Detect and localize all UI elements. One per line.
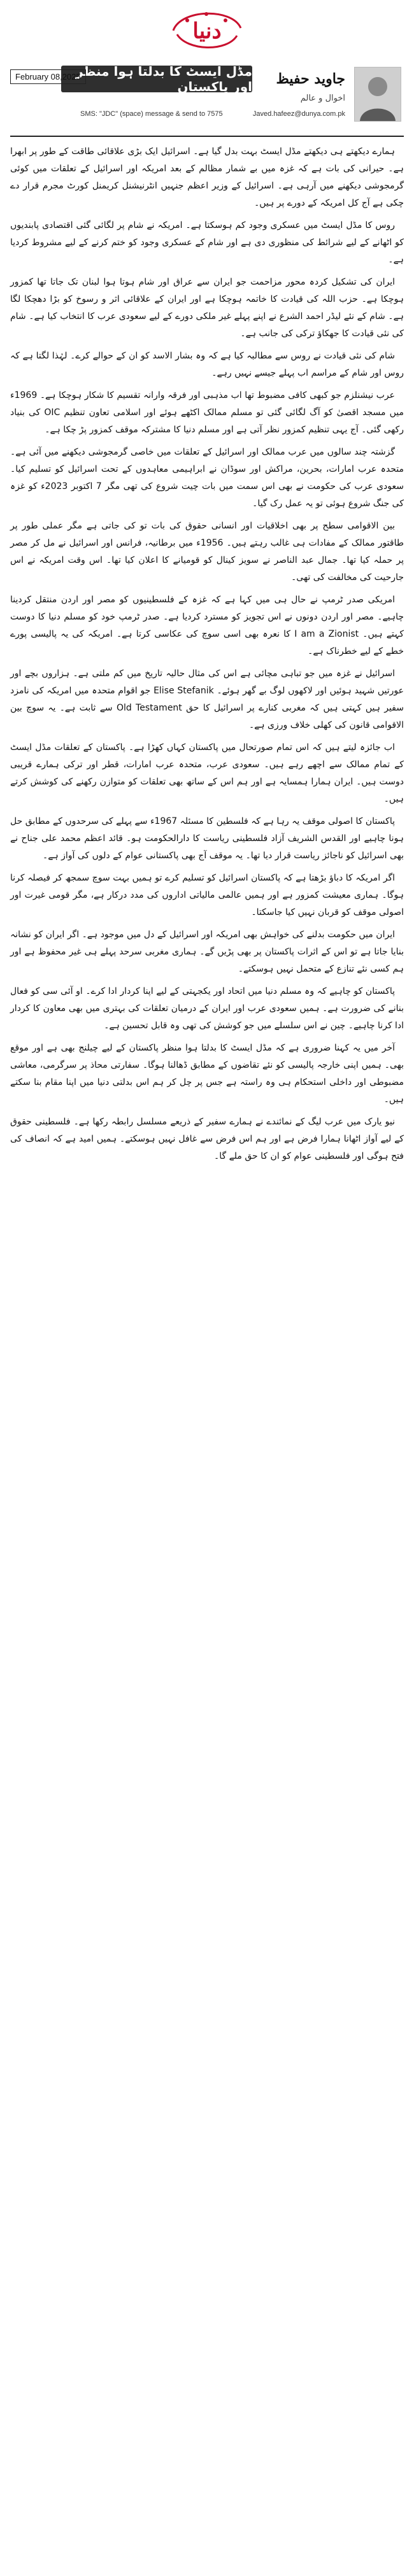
article-body [10, 143, 404, 1165]
paragraph: ایران کی تشکیل کردہ محور مزاحمت جو ایران سے عراق اور شام ہوتا ہوا لبنان تک جاتا تھا کمزور ہوچکا ہے۔ حزب اللہ کی قیادت کا خاتمہ ہوچکا ہے اور ایران کے علاقائی اثر و رسوخ کو بڑا دھچکا لگا ہے۔ شام کے نئے لیڈر احمد الشرع نے اپنے پہلے غیر ملکی دورے کے لیے سعودی عرب کا انتخاب کیا ہے۔ شام کی نئی قیادت کا جھکاؤ ترکی کی جانب ہے۔ [10, 277, 404, 339]
author-name: جاوید حفیظ [276, 71, 345, 87]
paragraph: پاکستان کا اصولی موقف یہ رہا ہے کہ فلسطین کا مسئلہ 1967ء سے پہلے کی سرحدوں کے مطابق حل ہونا چاہیے اور القدس الشریف آزاد فلسطینی ریاست کا دارالحکومت ہو۔ قائد اعظم محمد علی جناح نے بھی اسرائیل کو ناجائز ریاست قرار دیا تھا۔ یہ موقف آج بھی پاکستانی عوام کے دلوں کی آواز ہے۔ [10, 816, 404, 861]
paragraph: روس کا مڈل ایسٹ میں عسکری وجود کم ہوسکتا ہے۔ امریکہ نے شام پر لگائی گئی اقتصادی پابندیوں کو اٹھانے کے لیے شرائط کی منظوری دی ہے اور شام کے عسکری وجود کو ختم کرنے کے لیے مشروط کردیا ہے۔ [10, 220, 404, 265]
paragraph: پاکستان کو چاہیے کہ وہ مسلم دنیا میں اتحاد اور یکجہتی کے لیے اپنا کردار ادا کرے۔ او آئی سی کو فعال بنانے کی ضرورت ہے۔ ہمیں سعودی عرب اور ایران کے درمیان تعلقات کی بہتری میں بھی معاون کا کردار ادا کرنا چاہیے۔ چین نے اس سلسلے میں جو کوشش کی تھی وہ قابل تحسین ہے۔ [10, 986, 404, 1031]
article-title: مڈل ایسٹ کا بدلتا ہوا منظر اور پاکستان [76, 64, 252, 94]
paragraph: اگر امریکہ کا دباؤ بڑھتا ہے کہ پاکستان اسرائیل کو تسلیم کرے تو ہمیں بہت سوچ سمجھ کر فیصلہ کرنا ہوگا۔ ہماری معیشت کمزور ہے اور ہمیں عالمی مالیاتی اداروں کی مدد درکار ہے، مگر قومی غیرت اور اصولی موقف کو قربان نہیں کیا جاسکتا۔ [10, 873, 404, 917]
paragraph: اب جائزہ لیتے ہیں کہ اس تمام صورتحال میں پاکستان کہاں کھڑا ہے۔ پاکستان کے تعلقات مڈل ایسٹ کے تمام ممالک سے اچھے رہے ہیں۔ سعودی عرب، متحدہ عرب امارات، قطر اور ترکی ہمارے قریبی دوست ہیں۔ ایران ہمارا ہمسایہ ہے اور ہم اس کے ساتھ بھی تعلقات کو متوازن رکھنے کی کوشش کرتے ہیں۔ [10, 742, 404, 804]
newspaper-logo [168, 3, 246, 57]
paragraph: آخر میں یہ کہنا ضروری ہے کہ مڈل ایسٹ کا بدلتا ہوا منظر پاکستان کے لیے چیلنج بھی ہے اور موقع بھی۔ ہمیں اپنی خارجہ پالیسی کو نئے تقاضوں کے مطابق ڈھالنا ہوگا۔ سفارتی محاذ پر سرگرمی، معاشی مضبوطی اور داخلی استحکام ہی وہ راستہ ہے جس پر چل کر ہم اس بدلتی دنیا میں اپنا مقام بنا سکتے ہیں۔ [10, 1043, 404, 1105]
header-divider [10, 136, 404, 137]
paragraph: نیو یارک میں عرب لیگ کے نمائندے نے ہمارے سفیر کے ذریعے مسلسل رابطہ رکھا ہے۔ فلسطینی حقوق کے لیے آواز اٹھانا ہمارا فرض ہے اور ہم اس فرض سے غافل نہیں ہوسکتے۔ ہمیں امید ہے کہ انصاف کی فتح ہوگی اور فلسطینی عوام کو ان کا حق ملے گا۔ [10, 1117, 404, 1161]
sms-instruction: SMS: "JDC" (space) message & send to 7575 [80, 110, 223, 118]
paragraph: اسرائیل نے غزہ میں جو تباہی مچائی ہے اس کی مثال حالیہ تاریخ میں کم ملتی ہے۔ ہزاروں بچے اور عورتیں شہید ہوئیں اور لاکھوں لوگ بے گھر ہوئے۔ Elise Stefanik جو اقوام متحدہ میں امریکہ کی نامزد سفیر ہیں کہتی ہیں کہ مغربی کنارے پر اسرائیل کا حق Old Testament سے ثابت ہے۔ یہ سوچ بین الاقوامی قانون کی کھلی خلاف ورزی ہے۔ [10, 669, 404, 730]
paragraph: گزشتہ چند سالوں میں عرب ممالک اور اسرائیل کے تعلقات میں خاصی گرمجوشی دیکھنے میں آئی ہے۔ متحدہ عرب امارات، بحرین، مراکش اور سوڈان نے ابراہیمی معاہدوں کے تحت اسرائیل کو تسلیم کیا۔ سعودی عرب کی حکومت نے بھی اس سمت میں بات چیت شروع کی تھی مگر 7 اکتوبر 2023ء کو غزہ کی جنگ شروع ہوئی تو یہ عمل رک گیا۔ [10, 447, 404, 509]
author-photo [354, 67, 401, 122]
paragraph: شام کی نئی قیادت نے روس سے مطالبہ کیا ہے کہ وہ بشار الاسد کو ان کے حوالے کرے۔ لہٰذا لگتا ہے کہ روس اور شام کے مراسم اب پہلے جیسے نہیں رہے۔ [10, 351, 404, 378]
author-role: اخوال و عالم [300, 94, 345, 103]
masthead [10, 0, 404, 60]
paragraph: امریکی صدر ٹرمپ نے حال ہی میں کہا ہے کہ غزہ کے فلسطینیوں کو مصر اور اردن منتقل کردینا چاہیے۔ مصر اور اردن دونوں نے اس تجویز کو مسترد کردیا ہے۔ صدر ٹرمپ خود کو مسلم دنیا کا دوست کہتے ہیں۔ I am a Zionist کا نعرہ بھی اسی سوچ کی عکاسی کرتا ہے۔ امریکہ کی یہ پالیسی پورے خطے کے لیے خطرناک ہے۔ [10, 595, 404, 656]
paragraph: ہمارے دیکھتے ہی دیکھتے مڈل ایسٹ بہت بدل گیا ہے۔ اسرائیل ایک بڑی علاقائی طاقت کے طور پر ابھرا ہے۔ حیرانی کی بات ہے کہ غزہ میں بے شمار مظالم کے بعد امریکہ اور اسرائیل کے تعلقات میں کوئی گرمجوشی دیکھنے میں آرہی ہے۔ اسرائیل کے وزیر اعظم جنہیں انٹرنیشنل کریمنل کورٹ مجرم قرار دے چکی ہے آج کل امریکہ کے دورے پر ہیں۔ [10, 146, 404, 208]
paragraph: عرب نیشنلزم جو کبھی کافی مضبوط تھا اب مذہبی اور فرقہ وارانہ تقسیم کا شکار ہوچکا ہے۔ 1969ء میں مسجد اقصیٰ کو آگ لگائی گئی تو مسلم ممالک اکٹھے ہوئے اور اسلامی تعاون تنظیم OIC کی بنیاد رکھی گئی۔ آج یہی تنظیم کمزور نظر آتی ہے اور مسلم دنیا کا مشترکہ موقف کمزور پڑ چکا ہے۔ [10, 390, 404, 435]
paragraph: بین الاقوامی سطح پر بھی اخلاقیات اور انسانی حقوق کی بات تو کی جاتی ہے مگر عملی طور پر طاقتور ممالک کے مفادات ہی غالب رہتے ہیں۔ 1956ء میں برطانیہ، فرانس اور اسرائیل نے مل کر مصر پر حملہ کیا تھا۔ جمال عبد الناصر نے سویز کینال کو قومیانے کا اعلان کیا تھا۔ اس وقت امریکہ نے اس جارحیت کی مخالفت کی تھی۔ [10, 521, 404, 583]
author-email[interactable]: Javed.hafeez@dunya.com.pk [252, 110, 345, 118]
logo-text: دنیا [192, 18, 222, 44]
paragraph: ایران میں حکومت بدلنے کی خواہش بھی امریکہ اور اسرائیل کے دل میں موجود ہے۔ اگر ایران کو نشانہ بنایا جاتا ہے تو اس کے اثرات پاکستان پر بھی پڑیں گے۔ ہماری مغربی سرحد پہلے ہی غیر محفوظ ہے اور ہم کسی نئے تنازع کے متحمل نہیں ہوسکتے۔ [10, 930, 404, 974]
article-header [10, 63, 404, 134]
publish-date: February 08,2025 [10, 69, 86, 84]
headline-banner [61, 66, 252, 92]
